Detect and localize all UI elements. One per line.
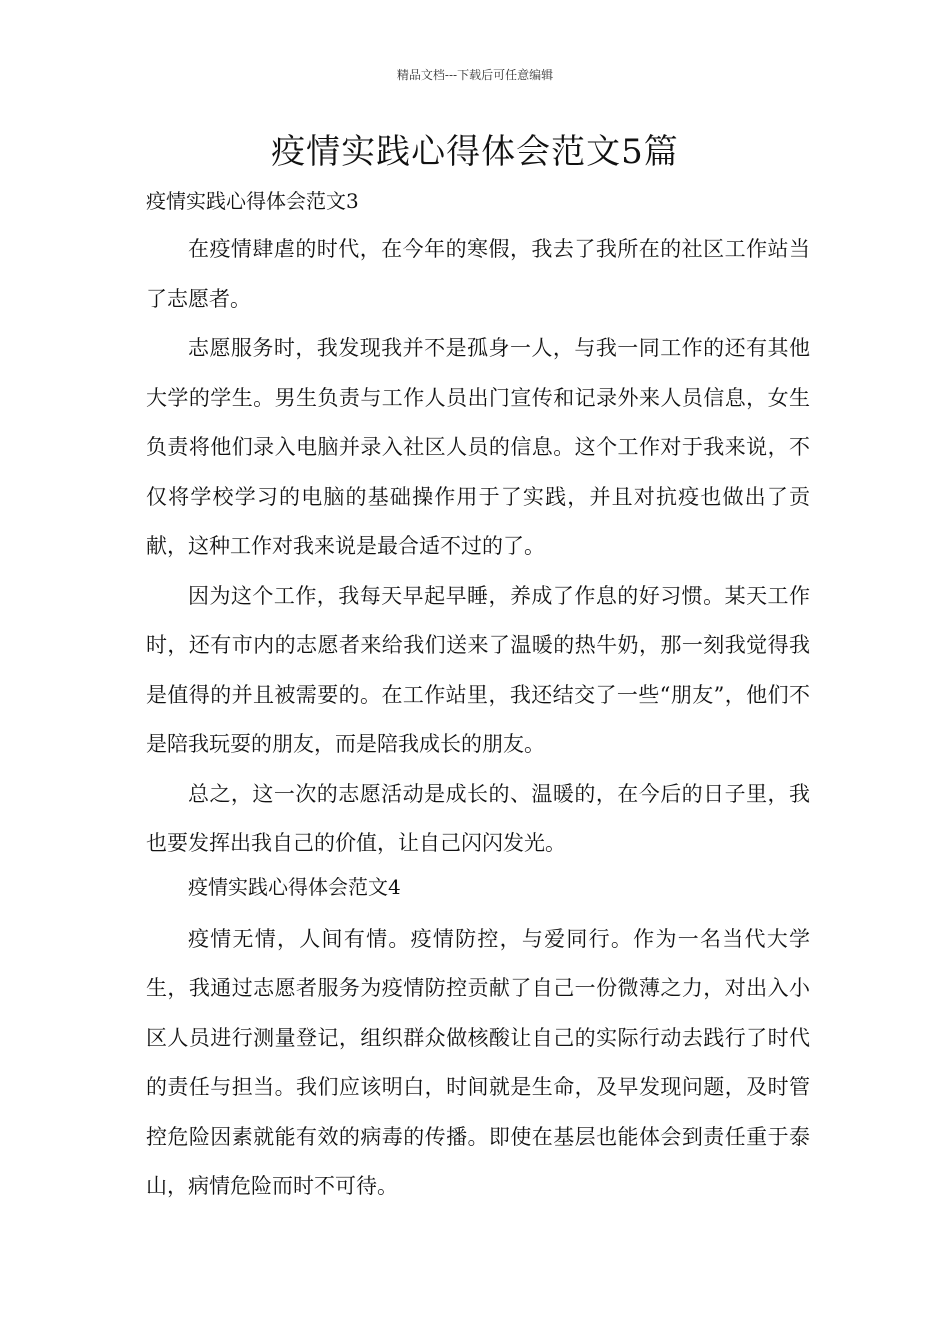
paragraph: 总之，这一次的志愿活动是成长的、温暖的，在今后的日子里，我也要发挥出我自己的价值，让自己闪闪发光。 [146,781,810,855]
paragraph: 志愿服务时，我发现我并不是孤身一人，与我一同工作的还有其他大学的学生。男生负责与工作人员出门宣传和记录外来人员信息，女生负责将他们录入电脑并录入社区人员的信息。这个工作对于我来说，不仅将学校学习的电脑的基础操作用于了实践，并且对抗疫也做出了贡献，这种工作对我来说是最合适不过的了。 [146,336,810,558]
paragraph: 在疫情肆虐的时代，在今年的寒假，我去了我所在的社区工作站当了志愿者。 [146,237,810,311]
paragraph: 因为这个工作，我每天早起早睡，养成了作息的好习惯。某天工作时，还有市内的志愿者来给我们送来了温暖的热牛奶，那一刻我觉得我是值得的并且被需要的。在工作站里，我还结交了一些“朋友”，他们不是陪我玩耍的朋友，而是陪我成长的朋友。 [146,583,810,756]
section-heading-3: 疫情实践心得体会范文3 [146,189,359,213]
document-body [146,185,810,1212]
document-title: 疫情实践心得体会范文5篇 [271,132,679,172]
header-note: 精品文档---下载后可任意编辑 [396,68,554,82]
paragraph: 疫情无情，人间有情。疫情防控，与爱同行。作为一名当代大学生，我通过志愿者服务为疫情防控贡献了自己一份微薄之力，对出入小区人员进行测量登记，组织群众做核酸让自己的实际行动去践行了时代的责任与担当。我们应该明白，时间就是生命，及早发现问题，及时管控危险因素就能有效的病毒的传播。即使在基层也能体会到责任重于泰山，病情危险而时不可待。 [146,926,810,1198]
section-heading-4: 疫情实践心得体会范文4 [188,874,401,899]
